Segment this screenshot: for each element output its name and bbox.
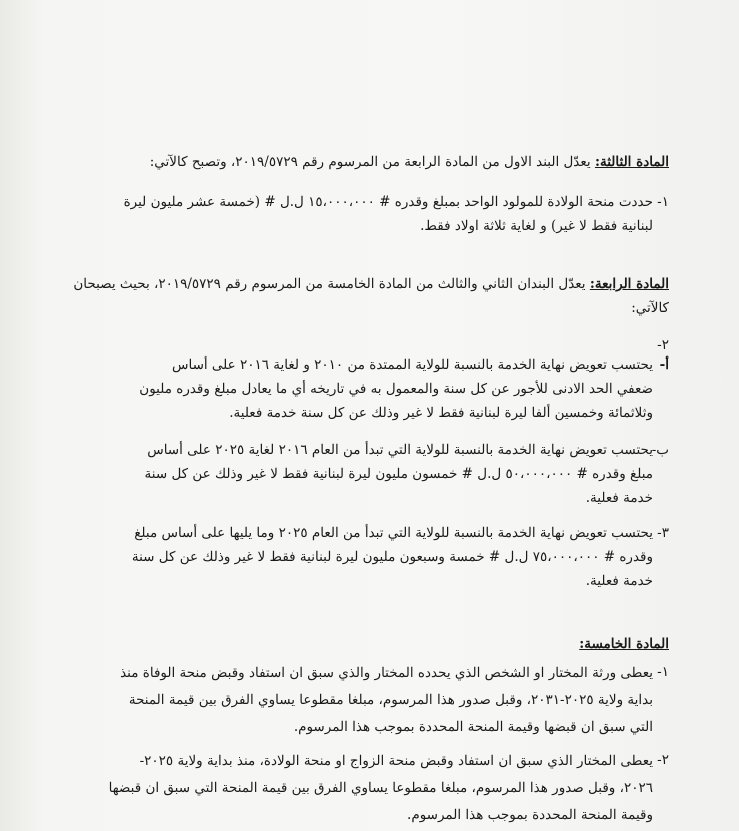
item-line: بداية ولاية ٢٠٢٥-٢٠٣١، وقبل صدور هذا المرسوم، مبلغا مقطوعا يساوي الفرق بين قيمة المنحة (128, 692, 653, 708)
item-line: مبلغ وقدره # ٥٠،٠٠٠،٠٠٠ ل.ل # خمسون مليون ليرة لبنانية فقط لا غير وذلك عن كل سنة (144, 466, 653, 482)
article-4-intro-text: يعدّل البندان الثاني والثالث من المادة الخامسة من المرسوم رقم ٢٠١٩/٥٧٢٩، بحيث يصبحان (73, 276, 586, 292)
item-line: ضعفي الحد الادنى للأجور عن كل سنة والمعمول به في تاريخه أي ما يعادل مبلغ وقدره مليون (139, 381, 653, 397)
item-number: ٣- (657, 525, 669, 541)
item-line: يعطى ورثة المختار او الشخص الذي يحدده المختار والذي سبق ان استفاد وقبض منحة الوفاة منذ (120, 665, 653, 681)
article-4-intro-text-2: كالآتي: (631, 300, 669, 316)
article-4-item-2b (62, 438, 669, 510)
item-line: خدمة فعلية. (585, 573, 653, 589)
item-line: وقيمة المنحة المحددة بموجب هذا المرسوم. (407, 807, 653, 823)
article-4-item-3 (62, 521, 669, 593)
item-letter: أ- (659, 357, 669, 373)
article-3-intro-text: يعدّل البند الاول من المادة الرابعة من المرسوم رقم ٢٠١٩/٥٧٢٩، وتصبح كالآتي: (149, 154, 591, 170)
item-line: خدمة فعلية. (585, 490, 653, 506)
article-3-intro (62, 150, 669, 174)
item-line: التي سبق ان قبضها وقيمة المنحة المحددة بموجب هذا المرسوم. (293, 719, 653, 735)
item-number: ٢- (657, 752, 669, 768)
item-line: يحتسب تعويض نهاية الخدمة بالنسبة للولاية التي تبدأ من العام ٢٠١٦ لغاية ٢٠٢٥ على أساس (147, 442, 653, 458)
article-5-item-2 (62, 748, 669, 829)
item-number: ١- (657, 664, 669, 680)
item-line: حددت منحة الولادة للمولود الواحد بمبلغ وقدره # ١٥،٠٠٠،٠٠٠ ل.ل # (خمسة عشر مليون ليرة (123, 194, 653, 210)
article-3-item-1 (62, 190, 669, 238)
item-line: يعطى المختار الذي سبق ان استفاد وقبض منحة الزواج او منحة الولادة، منذ بداية ولاية ٢٠٢٥- (139, 753, 653, 769)
item-number: ١- (657, 194, 669, 210)
article-3-heading: المادة الثالثة: (594, 154, 669, 170)
item-line: لبنانية فقط لا غير) و لغاية ثلاثة اولاد فقط. (420, 218, 653, 234)
item-line: يحتسب تعويض نهاية الخدمة بالنسبة للولاية التي تبدأ من العام ٢٠٢٥ وما يليها على أساس مبلغ (134, 525, 653, 541)
item-letter: ب- (651, 442, 669, 458)
item-line: وقدره # ٧٥،٠٠٠،٠٠٠ ل.ل # خمسة وسبعون مليون ليرة لبنانية فقط لا غير وذلك عن كل سنة (131, 549, 653, 565)
item-number: ٢- (657, 337, 669, 353)
item-line: ٢٠٢٦، وقبل صدور هذا المرسوم، مبلغا مقطوعا يساوي الفرق بين قيمة المنحة التي سبق ان قبضها (108, 780, 653, 796)
item-line: وثلاثمائة وخمسين ألفا ليرة لبنانية فقط لا غير وذلك عن كل سنة خدمة فعلية. (229, 405, 653, 421)
article-4-intro (62, 272, 669, 320)
article-4-heading: المادة الرابعة: (589, 276, 669, 292)
article-5-heading: المادة الخامسة: (579, 636, 669, 652)
item-line: يحتسب تعويض نهاية الخدمة بالنسبة للولاية الممتدة من ٢٠١٠ و لغاية ٢٠١٦ على أساس (171, 357, 653, 373)
article-5-item-1 (62, 660, 669, 741)
article-4-item-2a (62, 353, 669, 425)
article-5-heading-row (62, 632, 669, 656)
